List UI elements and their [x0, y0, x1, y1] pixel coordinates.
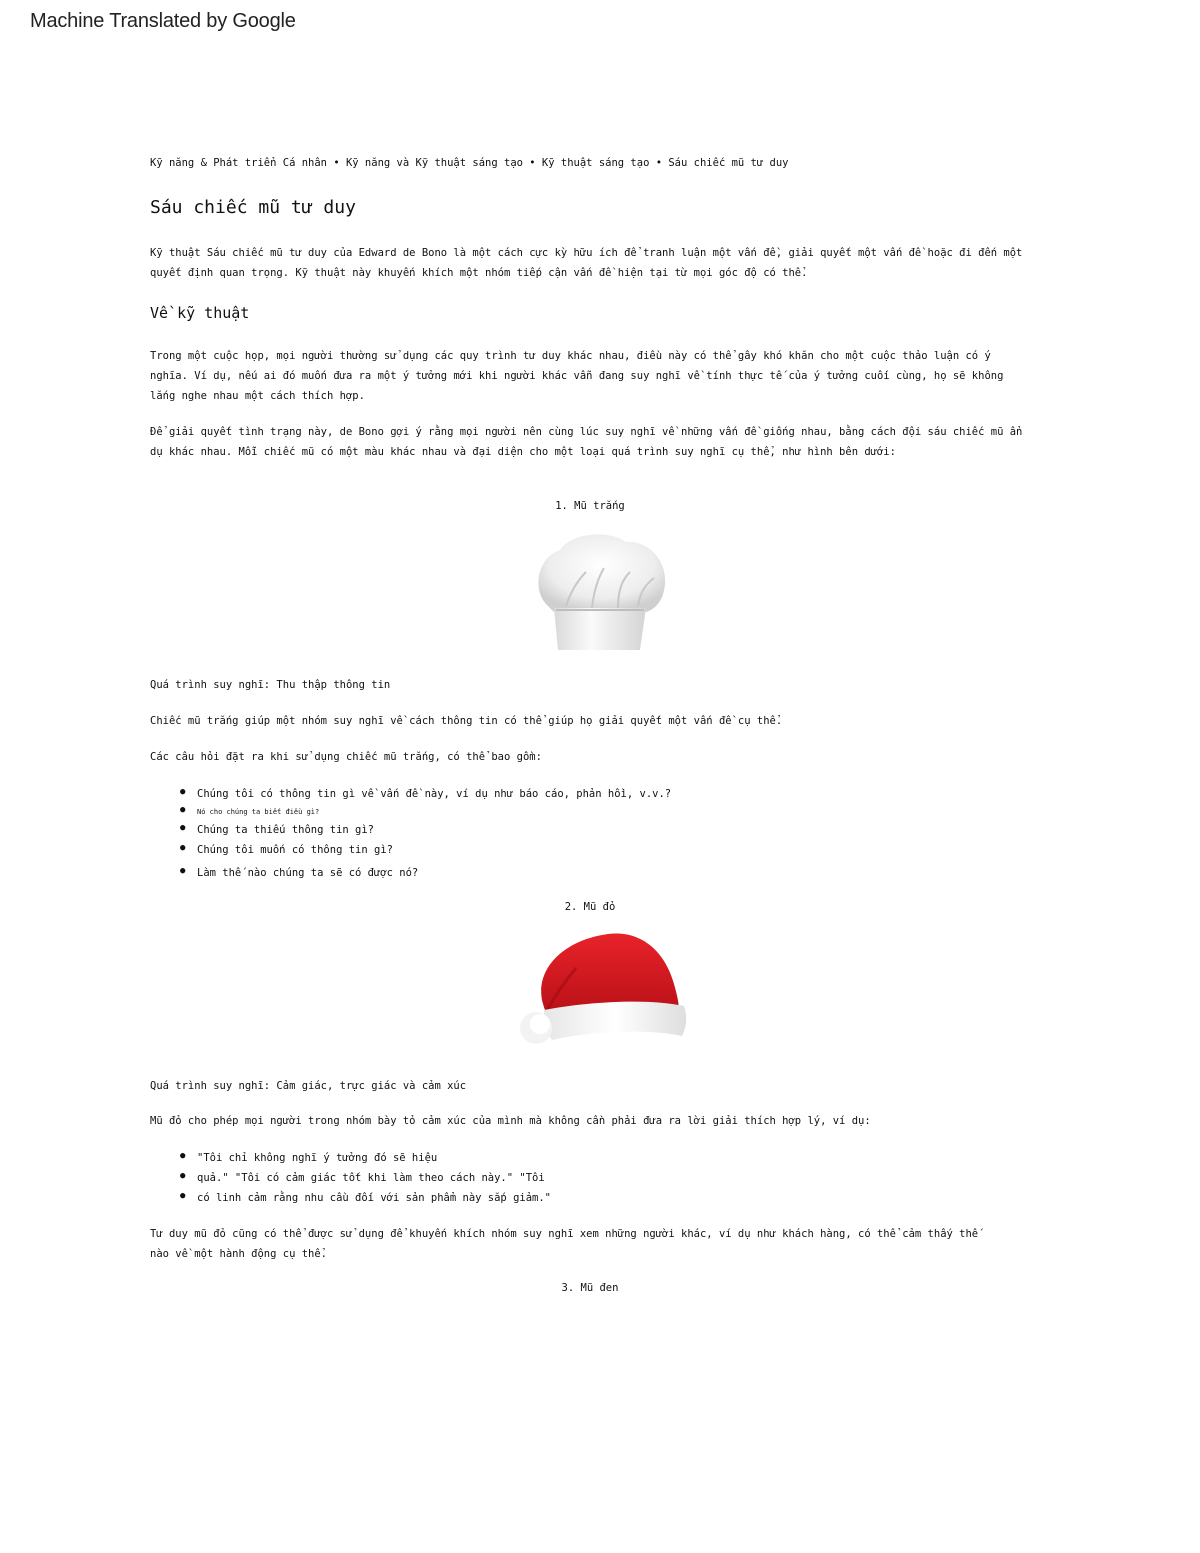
- about-paragraph-1: Trong một cuộc họp, mọi người thường sử dụng các quy trình tư duy khác nhau, điều này có thể gây khó khăn cho một cuộc thảo luận có ý nghĩa. Ví dụ, nếu ai đó muốn đưa ra một ý tưởng mới khi người khác vẫn đang suy nghĩ về tính thực tế của ý tưởng cuối cùng, họ sẽ không lắng nghe nhau một cách thích hợp.: [150, 350, 1004, 402]
- white-hat-process: Quá trình suy nghĩ: Thu thập thông tin: [150, 679, 391, 691]
- page-title: Sáu chiếc mũ tư duy: [150, 197, 356, 218]
- machine-translated-banner: Machine Translated by Google: [30, 10, 296, 32]
- red-hat-heading: 2. Mũ đỏ: [564, 901, 616, 913]
- list-item: ● Chúng tôi muốn có thông tin gì?: [180, 840, 671, 860]
- breadcrumb: Kỹ năng & Phát triển Cá nhân • Kỹ năng và Kỹ thuật sáng tạo • Kỹ thuật sáng tạo • Sáu chiếc mũ tư duy: [150, 157, 789, 169]
- list-item: ● Chúng ta thiếu thông tin gì?: [180, 820, 671, 840]
- list-item: ● có linh cảm rằng nhu cầu đối với sản phẩm này sắp giảm.": [180, 1188, 551, 1208]
- red-santa-hat-image: [516, 928, 692, 1056]
- list-item: ● quả." "Tôi có cảm giác tốt khi làm theo cách này." "Tôi: [180, 1168, 551, 1188]
- list-item: ● Chúng tôi có thông tin gì về vấn đề này, ví dụ như báo cáo, phản hồi, v.v.?: [180, 784, 671, 804]
- section-heading: Về kỹ thuật: [150, 304, 250, 322]
- white-hat-description: Chiếc mũ trắng giúp một nhóm suy nghĩ về cách thông tin có thể giúp họ giải quyết một vấn đề cụ thể.: [150, 715, 783, 727]
- red-hat-description: Mũ đỏ cho phép mọi người trong nhóm bày tỏ cảm xúc của mình mà không cần phải đưa ra lời giải thích hợp lý, ví dụ:: [150, 1115, 871, 1127]
- white-hat-heading: 1. Mũ trắng: [555, 500, 625, 512]
- white-hat-question-list: [180, 784, 671, 883]
- black-hat-heading: 3. Mũ đen: [561, 1282, 619, 1294]
- red-hat-closing-paragraph: Tư duy mũ đỏ cũng có thể được sử dụng để khuyến khích nhóm suy nghĩ xem những người khác, ví dụ như khách hàng, có thể cảm thấy thế nào về một hành động cụ thể.: [150, 1228, 979, 1260]
- white-hat-questions-intro: Các câu hỏi đặt ra khi sử dụng chiếc mũ trắng, có thể bao gồm:: [150, 751, 542, 763]
- list-item: ● Nó cho chúng ta biết điều gì?: [180, 804, 671, 820]
- list-item: ● "Tôi chỉ không nghĩ ý tưởng đó sẽ hiệu: [180, 1148, 551, 1168]
- red-hat-example-list: [180, 1148, 551, 1208]
- about-paragraph-2: Để giải quyết tình trạng này, de Bono gợi ý rằng mọi người nên cùng lúc suy nghĩ về những vấn đề giống nhau, bằng cách đội sáu chiếc mũ ẩn dụ khác nhau. Mỗi chiếc mũ có một màu khác nhau và đại diện cho một loại quá trình suy nghĩ cụ thể, như hình bên dưới:: [150, 426, 1023, 458]
- intro-paragraph: Kỹ thuật Sáu chiếc mũ tư duy của Edward de Bono là một cách cực kỳ hữu ích để tranh luận một vấn đề, giải quyết một vấn đề hoặc đi đến một quyết định quan trọng. Kỹ thuật này khuyến khích một nhóm tiếp cận vấn đề hiện tại từ mọi góc độ có thể.: [150, 247, 1023, 279]
- list-item: ● Làm thế nào chúng ta sẽ có được nó?: [180, 863, 671, 883]
- white-chef-hat-image: [530, 528, 672, 654]
- red-hat-process: Quá trình suy nghĩ: Cảm giác, trực giác và cảm xúc: [150, 1080, 467, 1092]
